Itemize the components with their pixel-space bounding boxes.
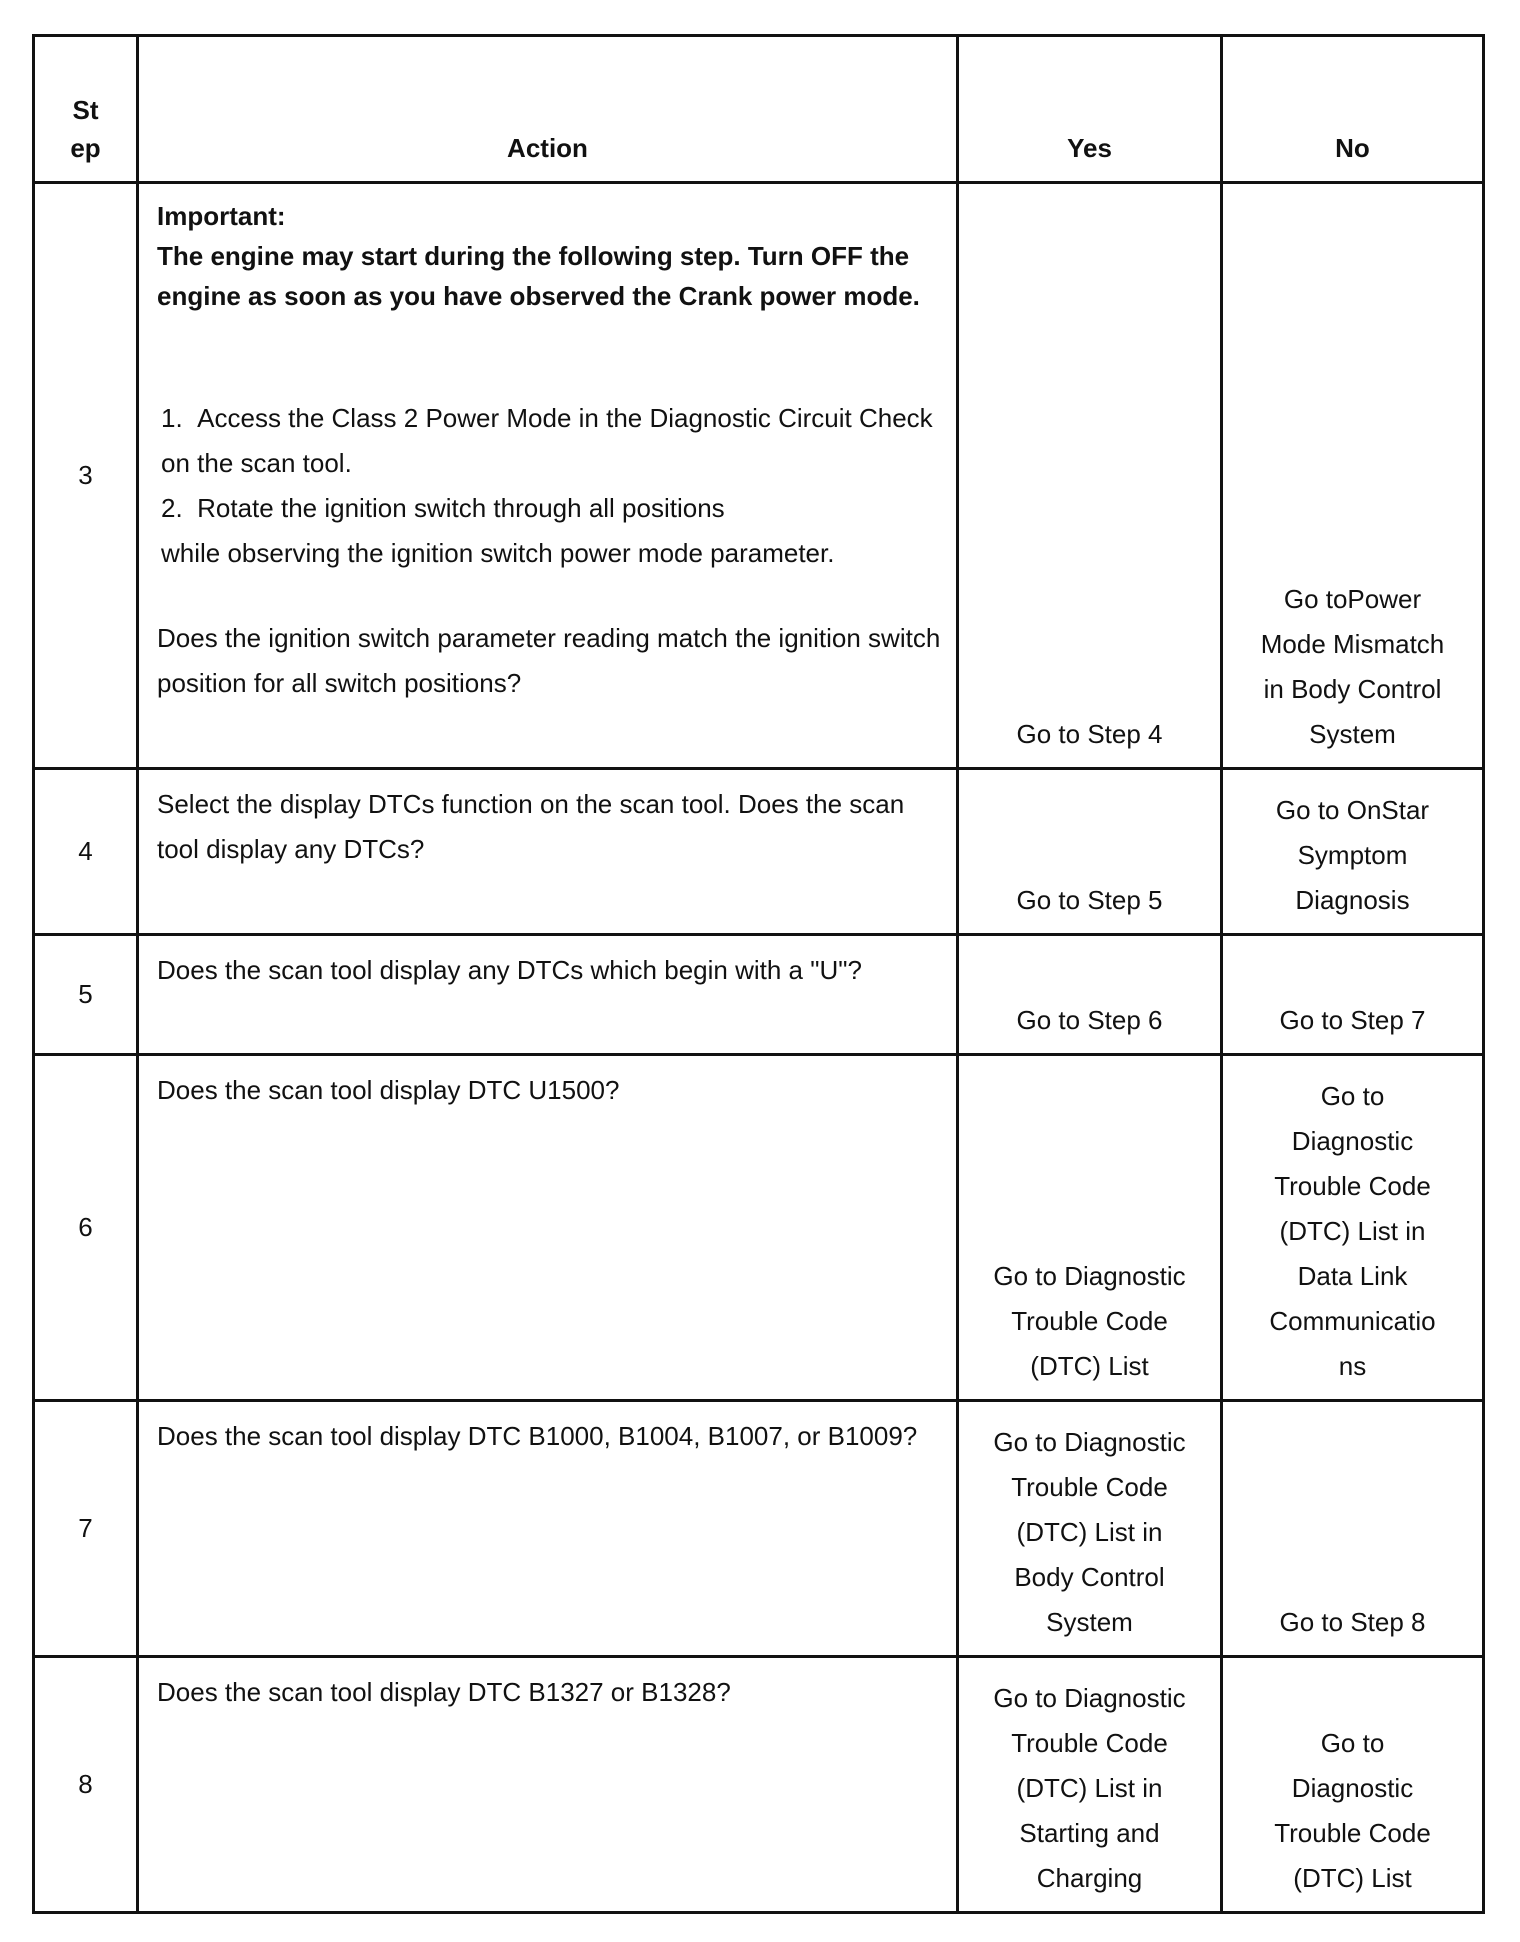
yes-cell: Go to Step 5 [958, 769, 1222, 935]
table-row [34, 183, 1484, 769]
no-cell: Go toPower Mode Mismatch in Body Control System [1222, 183, 1484, 769]
question-text: Does the ignition switch parameter reading match the ignition switch position for all switch positions? [157, 623, 941, 698]
header-yes: Yes [958, 36, 1222, 183]
step-number: 5 [34, 935, 138, 1055]
no-cell: Go to Diagnostic Trouble Code (DTC) List in Data Link Communicatio ns [1222, 1055, 1484, 1401]
step-number: 8 [34, 1657, 138, 1913]
no-cell: Go to Step 8 [1222, 1401, 1484, 1657]
step-number: 7 [34, 1401, 138, 1657]
list-item-text: Access the Class 2 Power Mode in the Diagnostic Circuit Check on the scan tool. [161, 403, 933, 478]
yes-cell: Go to Step 6 [958, 935, 1222, 1055]
table-row [34, 1401, 1484, 1657]
table-row [34, 1055, 1484, 1401]
list-item [157, 486, 942, 576]
yes-cell: Go to Diagnostic Trouble Code (DTC) List in Body Control System [958, 1401, 1222, 1657]
header-step: St ep [34, 36, 138, 183]
action-cell: Does the scan tool display DTC B1000, B1004, B1007, or B1009? [138, 1401, 958, 1657]
table-row [34, 769, 1484, 935]
yes-cell: Go to Step 4 [958, 183, 1222, 769]
step-number: 3 [34, 183, 138, 769]
header-no: No [1222, 36, 1484, 183]
important-label: Important: [157, 201, 286, 231]
table-row [34, 1657, 1484, 1913]
important-note [157, 196, 942, 316]
no-cell: Go to OnStar Symptom Diagnosis [1222, 769, 1484, 935]
no-cell: Go to Step 7 [1222, 935, 1484, 1055]
action-cell [138, 183, 958, 769]
action-cell: Does the scan tool display DTC U1500? [138, 1055, 958, 1401]
important-text: The engine may start during the following step. Turn OFF the engine as soon as you have observed the Crank power mode. [157, 241, 920, 311]
list-item-number: 2. [161, 493, 183, 523]
step-number: 4 [34, 769, 138, 935]
yes-cell: Go to Diagnostic Trouble Code (DTC) List [958, 1055, 1222, 1401]
table-header-row [34, 36, 1484, 183]
no-cell: Go to Diagnostic Trouble Code (DTC) List [1222, 1657, 1484, 1913]
diagnostic-steps-table [32, 34, 1485, 1914]
list-item-number: 1. [161, 403, 183, 433]
list-item [157, 396, 942, 486]
yes-cell: Go to Diagnostic Trouble Code (DTC) List in Starting and Charging [958, 1657, 1222, 1913]
table-row [34, 935, 1484, 1055]
action-cell: Does the scan tool display any DTCs which begin with a "U"? [138, 935, 958, 1055]
list-item-text: Rotate the ignition switch through all positions while observing the ignition switch power mode parameter. [161, 493, 835, 568]
action-cell: Select the display DTCs function on the scan tool. Does the scan tool display any DTCs? [138, 769, 958, 935]
step-number: 6 [34, 1055, 138, 1401]
header-action: Action [138, 36, 958, 183]
action-cell: Does the scan tool display DTC B1327 or B1328? [138, 1657, 958, 1913]
